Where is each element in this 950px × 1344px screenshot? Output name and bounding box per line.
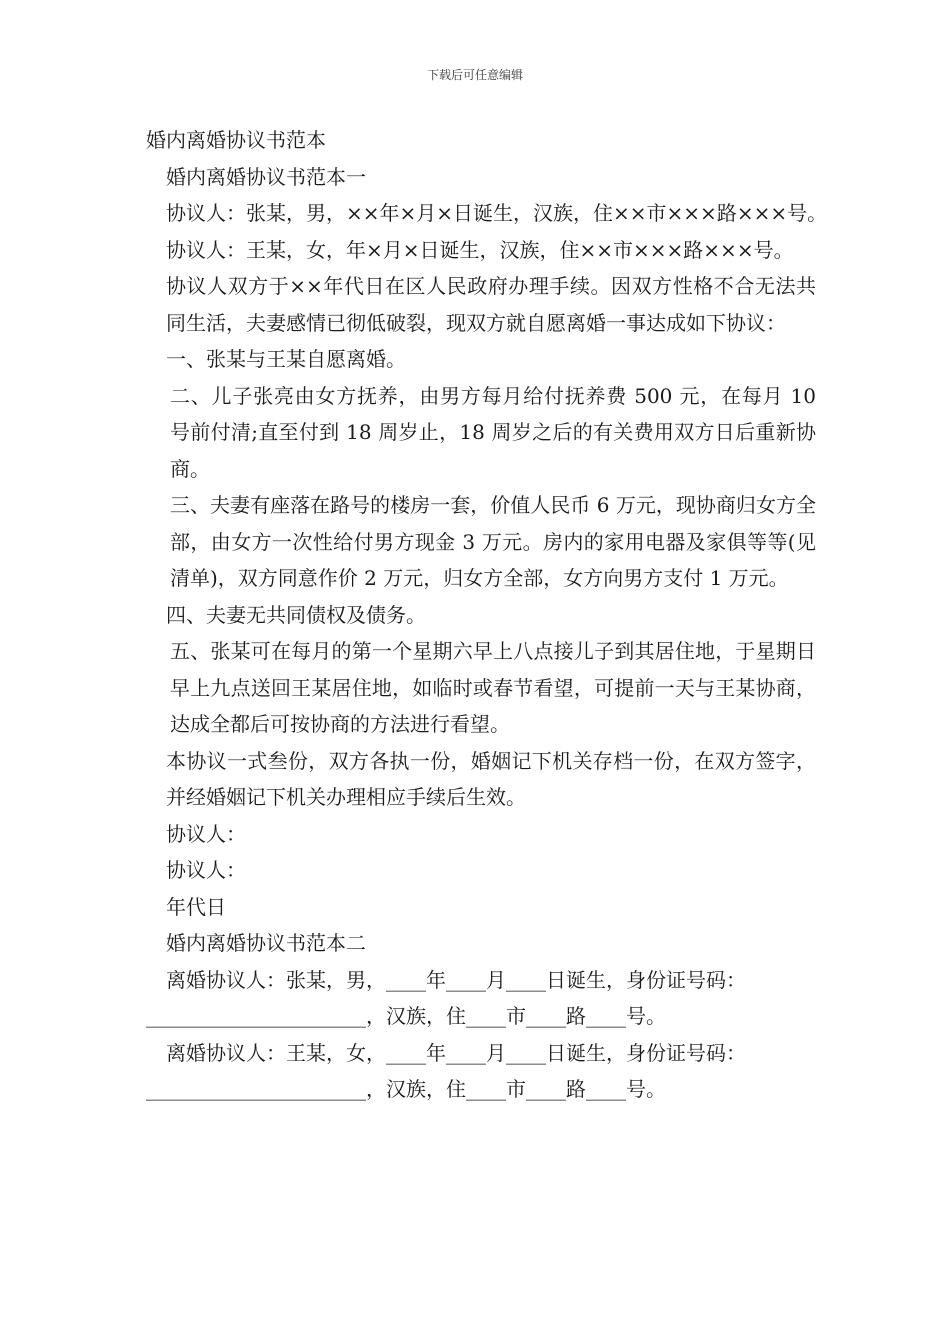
paragraph: 协议人： [166,821,246,846]
paragraph: 四、夫妻无共同债权及债务。 [166,602,426,627]
paragraph: 五、张某可在每月的第一个星期六早上八点接儿子到其居住地，于星期日早上九点送回王某居住地，如临时或春节看望，可提前一天与王某协商，达成全都后可按协商的方法进行看望。 [170,639,816,736]
paragraph: 婚内离婚协议书范本一 [166,164,366,189]
paragraph: 协议人双方于××年代日在区人民政府办理手续。因双方性格不合无法共同生活，夫妻感情已彻低破裂，现双方就自愿离婚一事达成如下协议： [166,274,816,335]
paragraph: 三、夫妻有座落在路号的楼房一套，价值人民币 6 万元，现协商归女方全部，由女方一次性给付男方现金 3 万元。房内的家用电器及家俱等等(见清单)，双方同意作价 2 万元，归女方全部，女方向男方支付 1 万元。 [170,493,816,590]
paragraph: ______________________，汉族，住____市____路____号。 [146,1077,666,1101]
paragraph: 协议人： [166,858,246,882]
paragraph: 本协议一式叁份，双方各执一份，婚姻记下机关存档一份，在双方签字，并经婚姻记下机关办理相应手续后生效。 [166,748,816,809]
paragraph: 离婚协议人：张某，男，____年____月____日诞生，身份证号码： [166,967,746,992]
paragraph: 一、张某与王某自愿离婚。 [166,347,406,371]
paragraph: 协议人：王某，女，年×月×日诞生，汉族，住××市×××路×××号。 [166,237,794,262]
page-header: 下载后可任意编辑 [426,68,523,82]
paragraph: 年代日 [166,894,226,919]
paragraph: 婚内离婚协议书范本二 [166,931,366,955]
paragraph: 协议人：张某，男，××年×月×日诞生，汉族，住××市×××路×××号。 [166,201,828,225]
paragraph: 离婚协议人：王某，女，____年____月____日诞生，身份证号码： [166,1040,746,1065]
paragraph: 婚内离婚协议书范本 [146,128,326,152]
paragraph: ______________________，汉族，住____市____路____号。 [146,1004,666,1028]
document-body [146,122,828,1108]
paragraph: 二、儿子张亮由女方抚养，由男方每月给付抚养费 500 元，在每月 10 号前付清;直至付到 18 周岁止，18 周岁之后的有关费用双方日后重新协商。 [170,383,816,481]
